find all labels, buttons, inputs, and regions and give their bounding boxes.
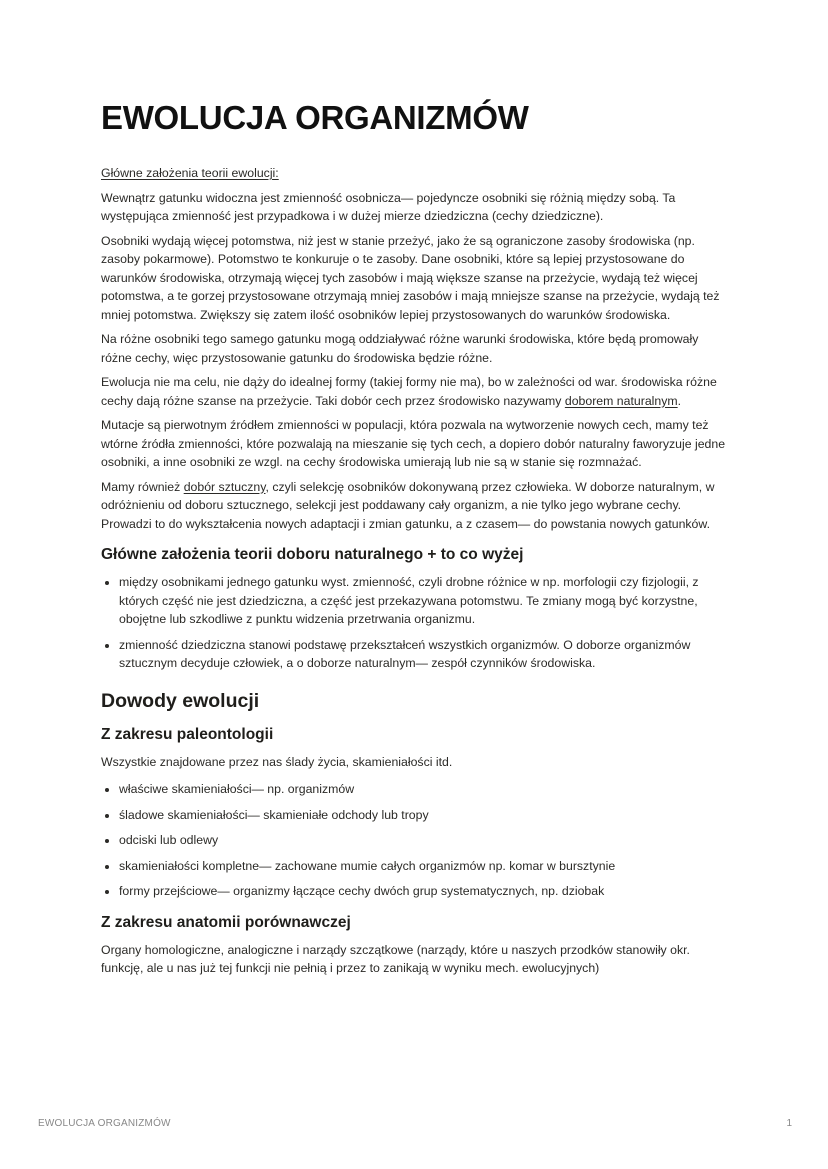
heading-natural-selection: Główne założenia teorii doboru naturalnego + to co wyżej: [101, 546, 524, 563]
paleontology-list: [101, 780, 731, 901]
paragraph-variation: Wewnątrz gatunku widoczna jest zmienność osobnicza— pojedyncze osobniki się różnią między sobą. Ta występująca zmienność jest przypadkowa i w dużej mierze dziedziczna (cechy dziedziczne).: [101, 190, 676, 223]
intro-label: [101, 164, 731, 183]
document-body: [101, 164, 731, 984]
natural-selection-list: [101, 573, 731, 673]
comparative-anatomy-text: Organy homologiczne, analogiczne i narządy szczątkowe (narządy, które u naszych przodków stanowiły okr. funkcję, ale u nas już tej funkcji nie pełnią i przez to zanikają w wyniku mech. ewolucyjnych): [101, 942, 690, 975]
paleontology-intro: Wszystkie znajdowane przez nas ślady życia, skamieniałości itd.: [101, 754, 453, 769]
paragraph-environment: Na różne osobniki tego samego gatunku mogą oddziaływać różne warunki środowiska, które będą promowały różne cechy, więc przystosowanie gatunku do środowiska będzie różne.: [101, 332, 699, 365]
document-title: EWOLUCJA ORGANIZMÓW: [101, 99, 529, 136]
list-item: • skamieniałości kompletne— zachowane mumie całych organizmów np. komar w bursztynie: [119, 857, 731, 876]
paragraph-artificial: Mamy również dobór sztuczny, czyli selekcję osobników dokonywaną przez człowieka. W doborze naturalnym, w odróżnieniu od doboru sztucznego, selekcji jest poddawany cały organizm, a nie tylko jego wybrane cechy. Prowadzi to do wykształcenia nowych adaptacji i zmian gatunku, a z czasem— do powstania nowych gatunków.: [101, 479, 715, 531]
list-item: • zmienność dziedziczna stanowi podstawę przekształceń wszystkich organizmów. O doborze organizmów sztucznym decyduje człowiek, a o doborze naturalnym— zespół czynników środowiska.: [119, 636, 731, 673]
page-number: 1: [786, 1118, 792, 1129]
heading-paleontology: Z zakresu paleontologii: [101, 725, 274, 743]
paragraph-offspring: Osobniki wydają więcej potomstwa, niż jest w stanie przeżyć, jako że są ograniczone zasoby środowiska (np. zasoby pokarmowe). Potomstwo te konkuruje o te zasoby. Dane osobniki, które są lepiej przystosowane do warunków środowiska, otrzymają więcej tych zasobów i mają większe szanse na przeżycie, wydają też więcej potomstwa, a te gorzej przystosowane otrzymają mniej zasobów i mają mniejsze szanse na przeżycie, wydają też mniej potomstwa. Zwiększy się zatem ilość osobników lepiej przystosowanych do warunków środowiska.: [101, 233, 720, 322]
list-item: • formy przejściowe— organizmy łączące cechy dwóch grup systematycznych, np. dziobak: [119, 882, 731, 901]
natural-selection-link[interactable]: doborem naturalnym: [564, 393, 678, 408]
intro-label-text: Główne założenia teorii ewolucji:: [101, 166, 279, 180]
list-item: • śladowe skamieniałości— skamieniałe odchody lub tropy: [119, 806, 731, 825]
paragraph-mutations: Mutacje są pierwotnym źródłem zmienności w populacji, która pozwala na wytworzenie nowych cech, mamy też wtórne źródła zmienności, które pozwalają na mieszanie się tych cech, a dopiero dobór naturalny faworyzuje jedne osobniki, a inne osobniki ze wzgl. na cechy środowiska umierają lub nie są w stanie się rozmnażać.: [101, 418, 726, 469]
list-item: • odciski lub odlewy: [119, 831, 731, 850]
paragraph-selection: Ewolucja nie ma celu, nie dąży do idealnej formy (takiej formy nie ma), bo w zależności od war. środowiska różne cechy dają różne szanse na przeżycie. Taki dobór cech przez środowisko nazywamy doborem naturalnym.: [101, 375, 717, 408]
list-item: • między osobnikami jednego gatunku wyst. zmienność, czyli drobne różnice w np. morfologii czy fizjologii, z których część nie jest dziedziczna, a część jest przekazywana potomstwu. Te zmiany mogą być korzystne, obojętne lub szkodliwe z punktu widzenia przetrwania organizmu.: [119, 573, 731, 629]
list-item: • właściwe skamieniałości— np. organizmów: [119, 780, 731, 799]
footer-title: EWOLUCJA ORGANIZMÓW: [38, 1118, 171, 1129]
heading-comparative-anatomy: Z zakresu anatomii porównawczej: [101, 913, 351, 931]
artificial-selection-link[interactable]: dobór sztuczny: [183, 479, 266, 494]
heading-evidence: Dowody ewolucji: [101, 689, 260, 712]
